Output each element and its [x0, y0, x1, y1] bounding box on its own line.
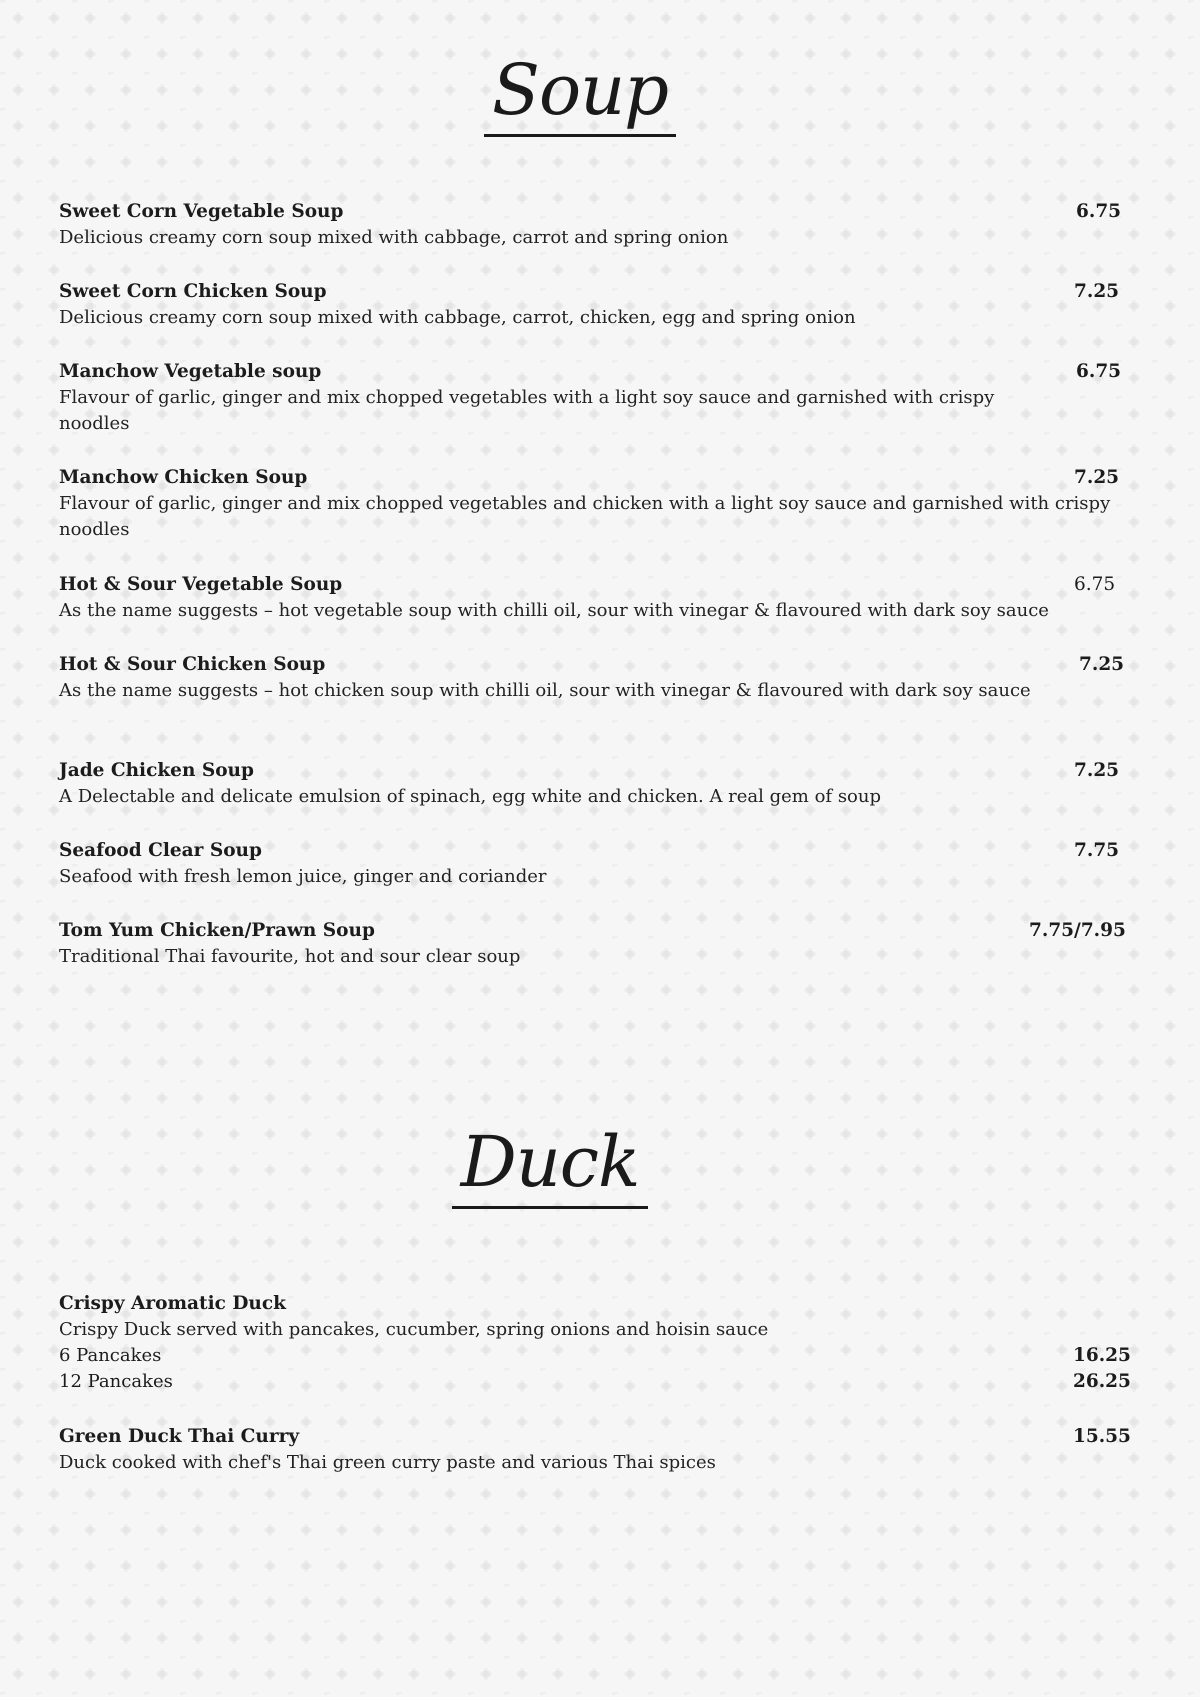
option-label: 12 Pancakes: [59, 1371, 173, 1392]
soup-title: Soup: [492, 49, 668, 131]
menu-item: [59, 465, 1129, 543]
item-name: Green Duck Thai Curry: [59, 1426, 300, 1447]
item-name: Tom Yum Chicken/Prawn Soup: [59, 920, 375, 941]
soup-heading: [460, 48, 700, 137]
menu-item: [59, 918, 1129, 970]
menu-item: [59, 359, 1129, 437]
item-description: A Delectable and delicate emulsion of spinach, egg white and chicken. A real gem of soup: [59, 786, 882, 807]
menu-item: [59, 758, 1129, 810]
menu-item: [59, 652, 1129, 704]
item-price: 7.75/7.95: [1029, 920, 1126, 941]
duck-title: Duck: [460, 1121, 640, 1203]
item-description: Flavour of garlic, ginger and mix chopped vegetables with a light soy sauce and garnished with crispy noodles: [59, 387, 995, 434]
item-description: Duck cooked with chef's Thai green curry paste and various Thai spices: [59, 1452, 716, 1473]
item-description: Traditional Thai favourite, hot and sour clear soup: [59, 946, 521, 967]
item-price: 7.25: [1079, 654, 1125, 675]
item-price: 6.75: [1074, 574, 1116, 595]
option-price: 16.25: [1073, 1345, 1131, 1366]
item-description: Crispy Duck served with pancakes, cucumber, spring onions and hoisin sauce: [59, 1319, 769, 1340]
menu-item: [59, 279, 1129, 331]
soup-title-underline: [484, 134, 676, 137]
item-name: Hot & Sour Chicken Soup: [59, 654, 326, 675]
duck-heading: [430, 1120, 670, 1209]
option-label: 6 Pancakes: [59, 1345, 162, 1366]
item-name: Seafood Clear Soup: [59, 840, 262, 861]
item-name: Hot & Sour Vegetable Soup: [59, 574, 343, 595]
item-price: 7.75: [1074, 840, 1120, 861]
item-name: Manchow Chicken Soup: [59, 467, 308, 488]
item-price: 6.75: [1076, 201, 1122, 222]
item-name: Jade Chicken Soup: [59, 760, 254, 781]
item-name: Manchow Vegetable soup: [59, 361, 322, 382]
item-price: 15.55: [1073, 1426, 1131, 1447]
menu-item: [59, 838, 1129, 890]
item-price: 7.25: [1074, 281, 1120, 302]
menu-item: [59, 572, 1129, 624]
pancake-option: [59, 1343, 1129, 1369]
item-description: As the name suggests – hot vegetable soup with chilli oil, sour with vinegar & flavoured with dark soy sauce: [59, 600, 1049, 621]
item-description: Delicious creamy corn soup mixed with cabbage, carrot, chicken, egg and spring onion: [59, 307, 856, 328]
item-price: 7.25: [1074, 467, 1120, 488]
item-price: 7.25: [1074, 760, 1120, 781]
item-description: Delicious creamy corn soup mixed with cabbage, carrot and spring onion: [59, 227, 729, 248]
menu-item: [59, 199, 1129, 251]
option-price: 26.25: [1073, 1371, 1131, 1392]
menu-item-crispy-duck: [59, 1291, 1129, 1395]
item-name: Sweet Corn Chicken Soup: [59, 281, 327, 302]
item-description: Flavour of garlic, ginger and mix chopped vegetables and chicken with a light soy sauce and garnished with crispy noodles: [59, 493, 1111, 540]
item-name: Crispy Aromatic Duck: [59, 1293, 286, 1314]
item-description: As the name suggests – hot chicken soup with chilli oil, sour with vinegar & flavoured with dark soy sauce: [59, 680, 1031, 701]
item-description: Seafood with fresh lemon juice, ginger and coriander: [59, 866, 547, 887]
pancake-option: [59, 1369, 1129, 1395]
menu-item-green-duck-curry: [59, 1424, 1129, 1476]
item-price: 6.75: [1076, 361, 1122, 382]
item-name: Sweet Corn Vegetable Soup: [59, 201, 344, 222]
duck-title-underline: [452, 1206, 648, 1209]
